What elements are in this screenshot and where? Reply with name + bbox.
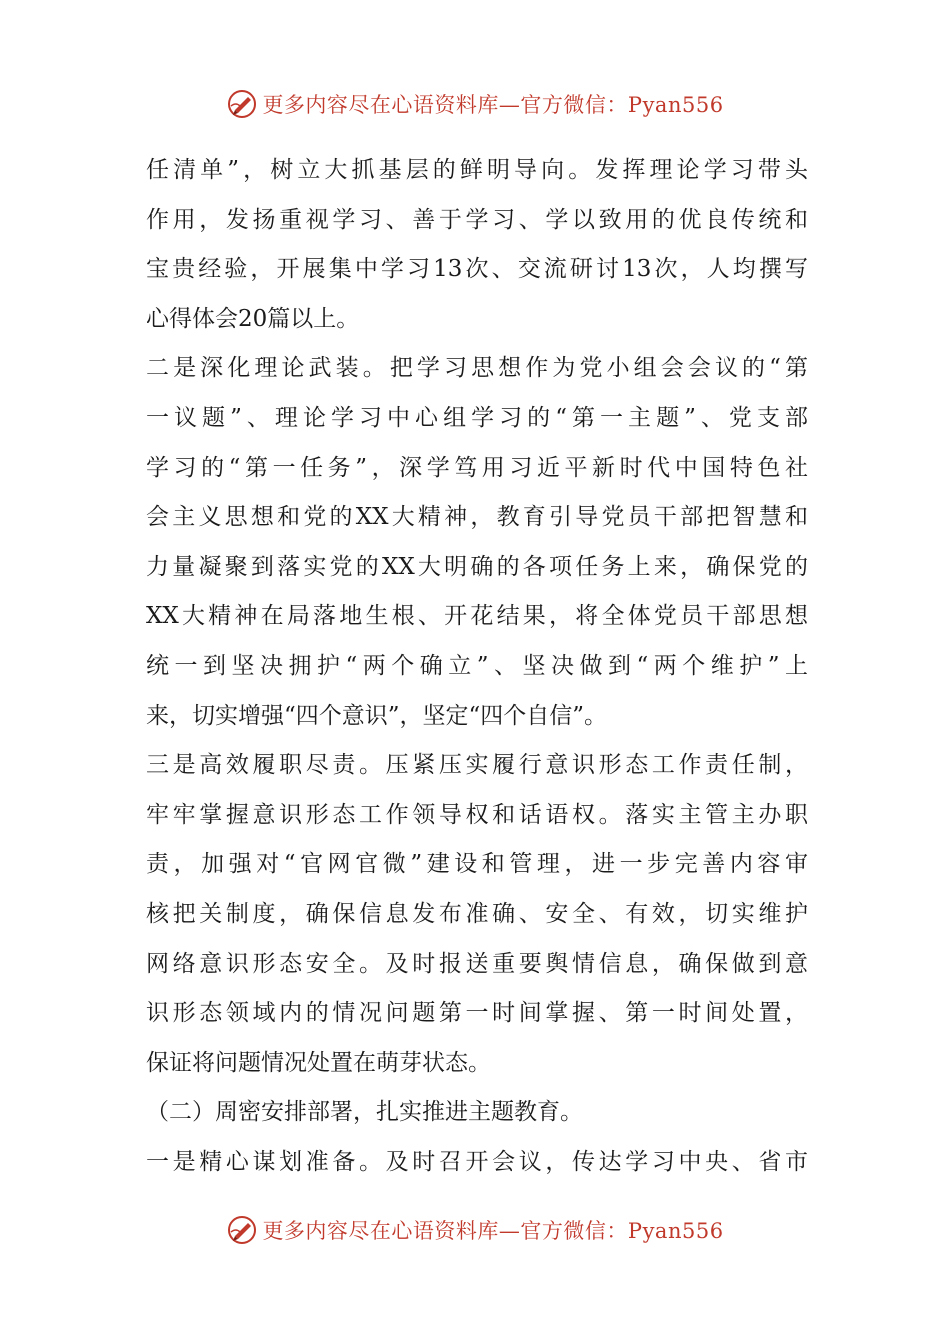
- text-line: 核把关制度，确保信息发布准确、安全、有效，切实维护: [146, 900, 808, 927]
- pen-logo-icon: [226, 1214, 258, 1246]
- section-heading: （二）周密安排部署，扎实推进主题教育。: [146, 1099, 583, 1126]
- text-line: 学习的“第一任务”，深学笃用习近平新时代中国特色社: [146, 454, 808, 481]
- footer-banner-text: 更多内容尽在心语资料库—官方微信：Pyan556: [262, 1219, 724, 1243]
- text-line: 一议题”、理论学习中心组学习的“第一主题”、党支部: [146, 404, 808, 431]
- text-line: 识形态领域内的情况问题第一时间掌握、第一时间处置，: [146, 1000, 808, 1027]
- text-line: 保证将问题情况处置在萌芽状态。: [146, 1049, 491, 1076]
- header-banner-text: 更多内容尽在心语资料库—官方微信：Pyan556: [262, 93, 724, 117]
- text-line: 宝贵经验，开展集中学习13次、交流研讨13次，人均撰写: [146, 256, 808, 283]
- text-line: 统一到坚决拥护“两个确立”、坚决做到“两个维护”上: [146, 652, 808, 679]
- text-line: 心得体会20篇以上。: [146, 305, 360, 332]
- text-line: 会主义思想和党的XX大精神，教育引导党员干部把智慧和: [146, 504, 808, 531]
- text-line: 一是精心谋划准备。及时召开会议，传达学习中央、省市: [146, 1148, 808, 1175]
- text-line: 牢牢掌握意识形态工作领导权和话语权。落实主管主办职: [146, 801, 808, 828]
- text-line: 网络意识形态安全。及时报送重要舆情信息，确保做到意: [146, 950, 808, 977]
- footer-banner: [0, 1210, 950, 1250]
- text-line: XX大精神在局落地生根、开花结果，将全体党员干部思想: [146, 603, 808, 630]
- document-body: [146, 146, 808, 1187]
- pen-logo-icon: [226, 88, 258, 120]
- text-line: 来，切实增强“四个意识”，坚定“四个自信”。: [146, 702, 608, 729]
- header-banner: [0, 84, 950, 124]
- text-line: 二是深化理论武装。把学习思想作为党小组会会议的“第: [146, 355, 808, 382]
- text-line: 力量凝聚到落实党的XX大明确的各项任务上来，确保党的: [146, 553, 808, 580]
- text-line: 三是高效履职尽责。压紧压实履行意识形态工作责任制，: [146, 752, 808, 779]
- text-line: 任清单”，树立大抓基层的鲜明导向。发挥理论学习带头: [146, 157, 808, 183]
- text-line: 责，加强对“官网官微”建设和管理，进一步完善内容审: [146, 851, 808, 878]
- text-line: 作用，发扬重视学习、善于学习、学以致用的优良传统和: [146, 206, 808, 233]
